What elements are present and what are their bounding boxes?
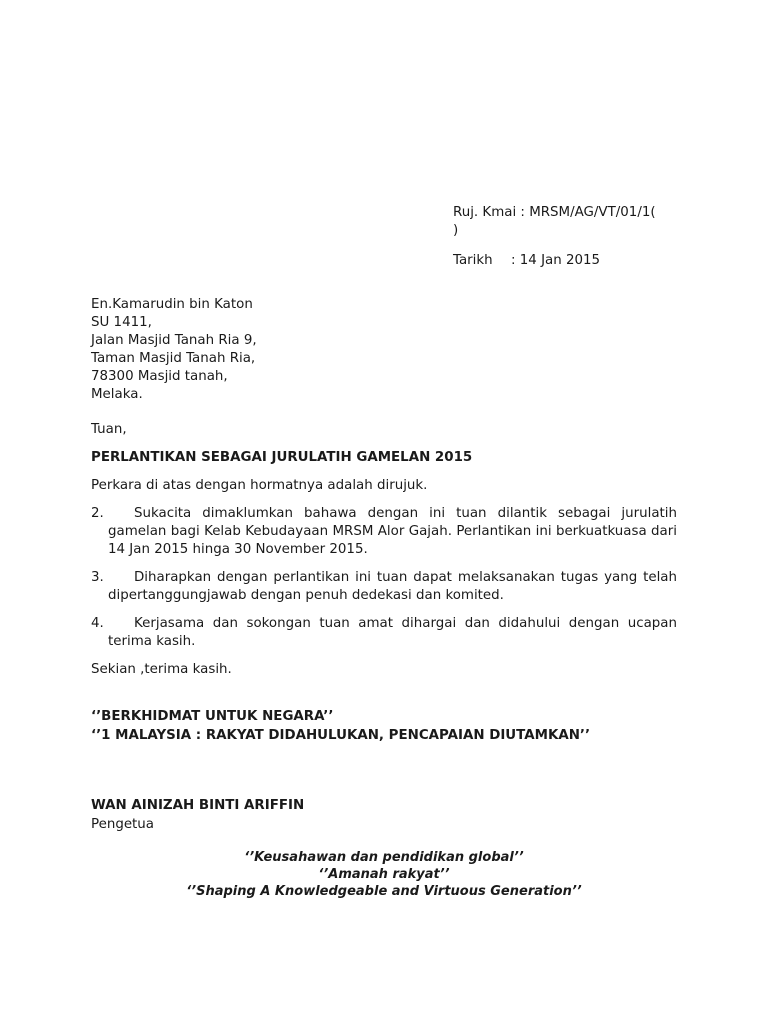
closing-line: Sekian ,terima kasih. (91, 662, 232, 677)
address-line: SU 1411, (91, 315, 152, 330)
tagline-line: ‘’Amanah rakyat’’ (318, 867, 450, 882)
recipient-address (91, 296, 257, 404)
address-line: 78300 Masjid tanah, (91, 369, 228, 384)
paragraph-text: Sukacita dimaklumkan bahawa dengan ini tuan dilantik sebagai jurulatih gamelan bagi Kelab Kebudayaan MRSM Alor Gajah. Perlantikan ini berkuatkuasa dari 14 Jan 2015 hinga 30 November 2015. (108, 506, 677, 557)
motto-line: ‘’BERKHIDMAT UNTUK NEGARA’’ (91, 709, 334, 724)
date-label: Tarikh (453, 253, 493, 268)
address-line: Taman Masjid Tanah Ria, (91, 351, 256, 366)
reference-number: Ruj. Kmai : MRSM/AG/VT/01/1( (453, 205, 656, 220)
motto-line: ‘’1 MALAYSIA : RAKYAT DIDAHULUKAN, PENCAPAIAN DIUTAMKAN’’ (91, 728, 591, 743)
numbered-paragraph (91, 505, 677, 559)
letter-subject: PERLANTIKAN SEBAGAI JURULATIH GAMELAN 2015 (91, 450, 473, 465)
signatory-name: WAN AINIZAH BINTI ARIFFIN (91, 798, 305, 813)
opening-paragraph: Perkara di atas dengan hormatnya adalah dirujuk. (91, 478, 428, 493)
date-line (453, 252, 683, 270)
letter-body (91, 421, 677, 745)
paragraph-number: 2. (91, 506, 104, 521)
signatory-title: Pengetua (91, 817, 155, 832)
salutation: Tuan, (91, 422, 127, 437)
tagline-line: ‘’Shaping A Knowledgeable and Virtuous Generation’’ (186, 884, 582, 899)
address-line: Jalan Masjid Tanah Ria 9, (91, 333, 257, 348)
address-line: Melaka. (91, 387, 143, 402)
paragraph-number: 4. (91, 616, 104, 631)
date-value: : 14 Jan 2015 (511, 253, 601, 268)
reference-block (453, 204, 683, 270)
footer-tagline (0, 849, 768, 900)
reference-number-continued: ) (453, 223, 459, 238)
paragraph-text: Kerjasama dan sokongan tuan amat dihargai dan didahului dengan ucapan terima kasih. (108, 616, 677, 649)
paragraph-number: 3. (91, 570, 104, 585)
tagline-line: ‘’Keusahawan dan pendidikan global’’ (244, 850, 524, 865)
numbered-paragraph (91, 615, 677, 651)
signature-block (91, 796, 304, 834)
numbered-paragraph (91, 569, 677, 605)
paragraph-text: Diharapkan dengan perlantikan ini tuan dapat melaksanakan tugas yang telah dipertanggungjawab dengan penuh dedekasi dan komited. (108, 570, 677, 603)
recipient-name: En.Kamarudin bin Katon (91, 297, 253, 312)
